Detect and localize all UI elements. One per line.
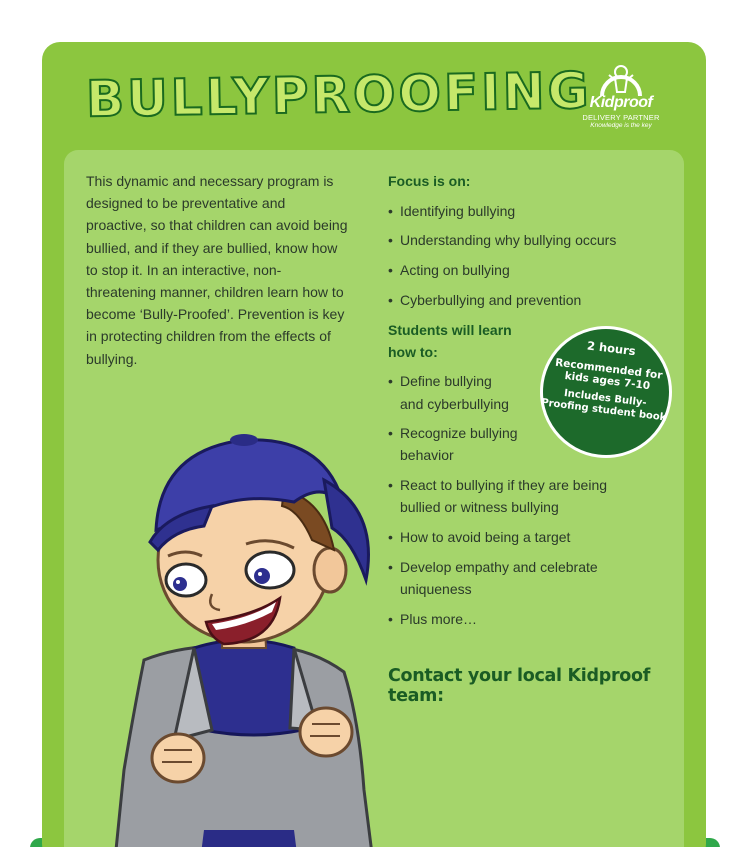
list-item: • Recognize bullying behavior <box>388 422 518 466</box>
kidproof-kid-arch-icon <box>598 58 644 98</box>
badge-duration: 2 hours <box>586 338 637 359</box>
list-item: • Acting on bullying <box>388 259 668 281</box>
list-item: • Develop empathy and celebrate uniqueness <box>388 556 608 600</box>
contact-line: Contact your local Kidproof team: <box>388 666 651 706</box>
list-item: • Define bullying and cyberbullying <box>388 370 518 414</box>
page-title: BULLYPROOFING <box>85 61 593 129</box>
logo-partner: DELIVERY PARTNER <box>582 113 660 122</box>
list-item: • How to avoid being a target <box>388 526 668 548</box>
badge-ages: Recommended for kids ages 7-10 <box>554 356 664 393</box>
cartoon-boy-cap-icon <box>94 410 394 847</box>
flyer-card <box>42 42 706 847</box>
badge-book: Includes Bully-Proofing student book <box>540 387 667 423</box>
kidproof-logo <box>578 58 664 142</box>
learn-heading: Students will learn how to: <box>388 321 512 360</box>
focus-heading: Focus is on: <box>388 173 471 189</box>
intro-paragraph: This dynamic and necessary program is designed to be preventative and proactive, so that children can avoid being bullied, and if they are bullied, know how to stop it. In an interactive, non-threatening manner, children learn how to become ‘Bully-Proofed’. Prevention is key in protecting children from the effects of bullying. <box>86 173 348 367</box>
list-item: • Understanding why bullying occurs <box>388 229 668 251</box>
focus-list <box>388 200 668 311</box>
list-item: • Plus more… <box>388 608 668 630</box>
logo-tagline: Knowledge is the key <box>590 122 652 129</box>
list-item: • Identifying bullying <box>388 200 668 222</box>
content-panel <box>64 150 684 847</box>
list-item: • Cyberbullying and prevention <box>388 289 668 311</box>
list-item: • React to bullying if they are being bullied or witness bullying <box>388 474 608 518</box>
logo-brand: Kidproof <box>589 94 653 111</box>
